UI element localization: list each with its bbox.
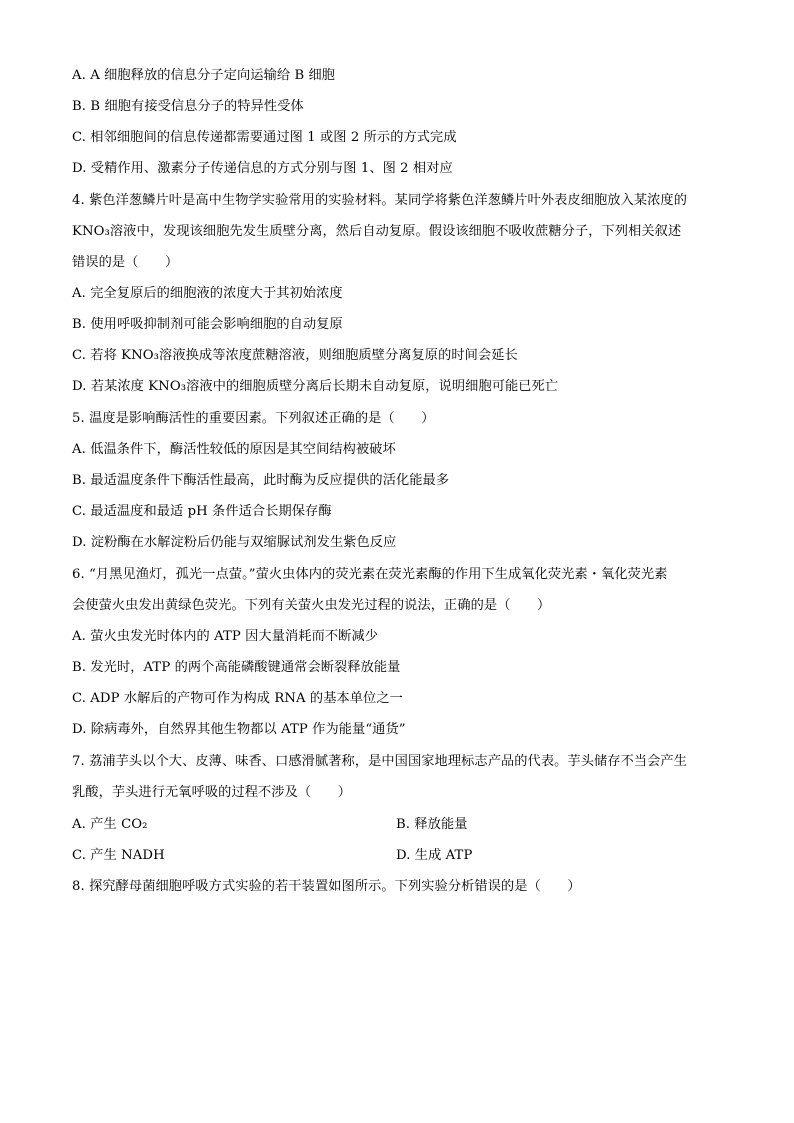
q5-option-c: C. 最适温度和最适 pH 条件适合长期保存酶 [72,504,332,519]
q7-stem-line-2: 乳酸，芋头进行无氧呼吸的过程不涉及（ ） [72,785,352,800]
q4-stem-line-3: 错误的是（ ） [72,255,179,270]
q7-option-c: C. 产生 NADH [72,848,165,863]
q7-option-b: B. 释放能量 [396,817,468,832]
q3-option-c: C. 相邻细胞间的信息传递都需要通过图 1 或图 2 所示的方式完成 [72,130,457,145]
q4-stem-line-1: 4. 紫色洋葱鳞片叶是高中生物学实验常用的实验材料。某同学将紫色洋葱鳞片叶外表皮细胞放入某浓度的 [72,193,688,208]
q3-option-d: D. 受精作用、激素分子传递信息的方式分别与图 1、图 2 相对应 [72,161,453,176]
q4-option-d: D. 若某浓度 KNO₃溶液中的细胞质壁分离后长期未自动复原，说明细胞可能已死亡 [72,379,559,394]
q5-stem: 5. 温度是影响酶活性的重要因素。下列叙述正确的是（ ） [72,411,435,426]
q6-stem-line-2: 会使萤火虫发出黄绿色荧光。下列有关萤火虫发光过程的说法，正确的是（ ） [72,598,551,613]
q5-option-b: B. 最适温度条件下酶活性最高，此时酶为反应提供的活化能最多 [72,473,450,488]
q3-option-a: A. A 细胞释放的信息分子定向运输给 B 细胞 [72,68,336,83]
q4-option-c: C. 若将 KNO₃溶液换成等浓度蔗糖溶液，则细胞质壁分离复原的时间会延长 [72,348,518,363]
q4-option-a: A. 完全复原后的细胞液的浓度大于其初始浓度 [72,286,343,301]
q6-option-b: B. 发光时，ATP 的两个高能磷酸键通常会断裂释放能量 [72,660,401,675]
q5-option-d: D. 淀粉酶在水解淀粉后仍能与双缩脲试剂发生紫色反应 [72,535,397,550]
q6-option-a: A. 萤火虫发光时体内的 ATP 因大量消耗而不断减少 [72,629,379,644]
q5-option-a: A. 低温条件下，酶活性较低的原因是其空间结构被破坏 [72,442,396,457]
q6-stem-line-1: 6. “月黑见渔灯，孤光一点萤。”萤火虫体内的荧光素在荧光素酶的作用下生成氧化荧光素・氧化荧光素 [72,567,668,582]
q7-stem-line-1: 7. 荔浦芋头以个大、皮薄、味香、口感滑腻著称，是中国国家地理标志产品的代表。芋头储存不当会产生 [72,754,688,769]
q7-option-a: A. 产生 CO₂ [72,817,148,832]
q4-option-b: B. 使用呼吸抑制剂可能会影响细胞的自动复原 [72,317,343,332]
q8-stem: 8. 探究酵母菌细胞呼吸方式实验的若干装置如图所示。下列实验分析错误的是（ ） [72,879,581,894]
q7-option-d: D. 生成 ATP [396,848,473,863]
q6-option-d: D. 除病毒外，自然界其他生物都以 ATP 作为能量“通货” [72,722,406,737]
q3-option-b: B. B 细胞有接受信息分子的特异性受体 [72,99,304,114]
q4-stem-line-2: KNO₃溶液中，发现该细胞先发生质壁分离，然后自动复原。假设该细胞不吸收蔗糖分子，下列相关叙述 [72,224,682,239]
q6-option-c: C. ADP 水解后的产物可作为构成 RNA 的基本单位之一 [72,691,403,706]
